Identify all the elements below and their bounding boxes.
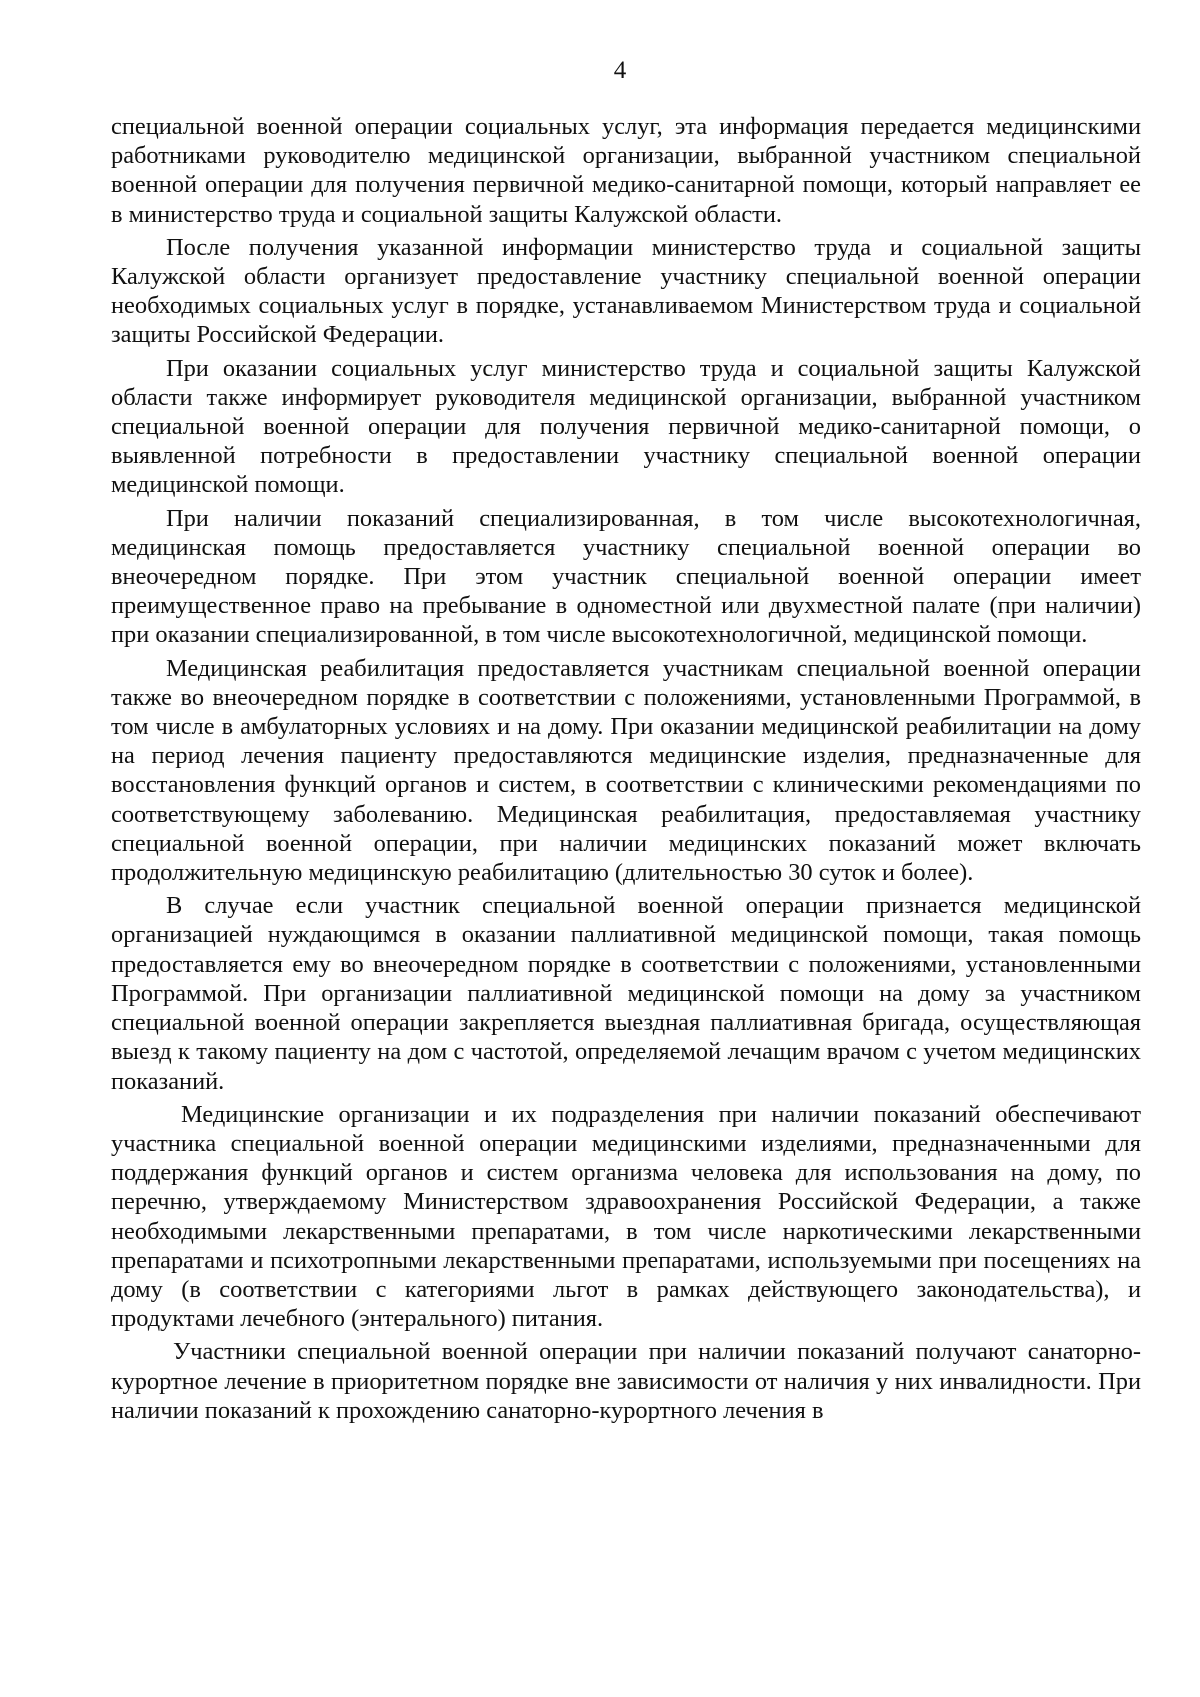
page-number: 4 [613, 57, 627, 84]
paragraph: После получения указанной информации министерство труда и социальной защиты Калужской области организует предоставление участнику специальной военной операции необходимых социальных услуг в порядке, устанавливаемом Министерством труда и социальной защиты Российской Федерации. [111, 233, 1141, 349]
document-body [111, 112, 1141, 1429]
paragraph: В случае если участник специальной военной операции признается медицинской организацией нуждающимся в оказании паллиативной медицинской помощи, такая помощь предоставляется ему во внеочередном порядке в соответствии с положениями, установленными Программой. При организации паллиативной медицинской помощи на дому за участником специальной военной операции закрепляется выездная паллиативная бригада, осуществляющая выезд к такому пациенту на дом с частотой, определяемой лечащим врачом с учетом медицинских показаний. [111, 892, 1141, 1095]
paragraph: Медицинские организации и их подразделения при наличии показаний обеспечивают участника специальной военной операции медицинскими изделиями, предназначенными для поддержания функций органов и систем организма человека для использования на дому, по перечню, утверждаемому Министерством здравоохранения Российской Федерации, а также необходимыми лекарственными препаратами, в том числе наркотическими лекарственными препаратами и психотропными лекарственными препаратами, используемыми при посещениях на дому (в соответствии с категориями льгот в рамках действующего законодательства), и продуктами лечебного (энтерального) питания. [111, 1100, 1141, 1333]
paragraph: При оказании социальных услуг министерство труда и социальной защиты Калужской области также информирует руководителя медицинской организации, выбранной участником специальной военной операции для получения первичной медико-санитарной помощи, о выявленной потребности в предоставлении участнику специальной военной операции медицинской помощи. [111, 354, 1141, 499]
paragraph: Участники специальной военной операции при наличии показаний получают санаторно-курортное лечение в приоритетном порядке вне зависимости от наличия у них инвалидности. При наличии показаний к прохождению санаторно-курортного лечения в [111, 1338, 1141, 1424]
paragraph: При наличии показаний специализированная, в том числе высокотехнологичная, медицинская помощь предоставляется участнику специальной военной операции во внеочередном порядке. При этом участник специальной военной операции имеет преимущественное право на пребывание в одноместной или двухместной палате (при наличии) при оказании специализированной, в том числе высокотехнологичной, медицинской помощи. [111, 504, 1141, 649]
paragraph-continued: специальной военной операции социальных услуг, эта информация передается медицинскими работниками руководителю медицинской организации, выбранной участником специальной военной операции для получения первичной медико-санитарной помощи, который направляет ее в министерство труда и социальной защиты Калужской области. [111, 113, 1141, 228]
paragraph: Медицинская реабилитация предоставляется участникам специальной военной операции также во внеочередном порядке в соответствии с положениями, установленными Программой, в том числе в амбулаторных условиях и на дому. При оказании медицинской реабилитации на дому на период лечения пациенту предоставляются медицинские изделия, предназначенные для восстановления функций органов и систем, в соответствии с клиническими рекомендациями по соответствующему заболеванию. Медицинская реабилитация, предоставляемая участнику специальной военной операции, при наличии медицинских показаний может включать продолжительную медицинскую реабилитацию (длительностью 30 суток и более). [111, 654, 1141, 887]
